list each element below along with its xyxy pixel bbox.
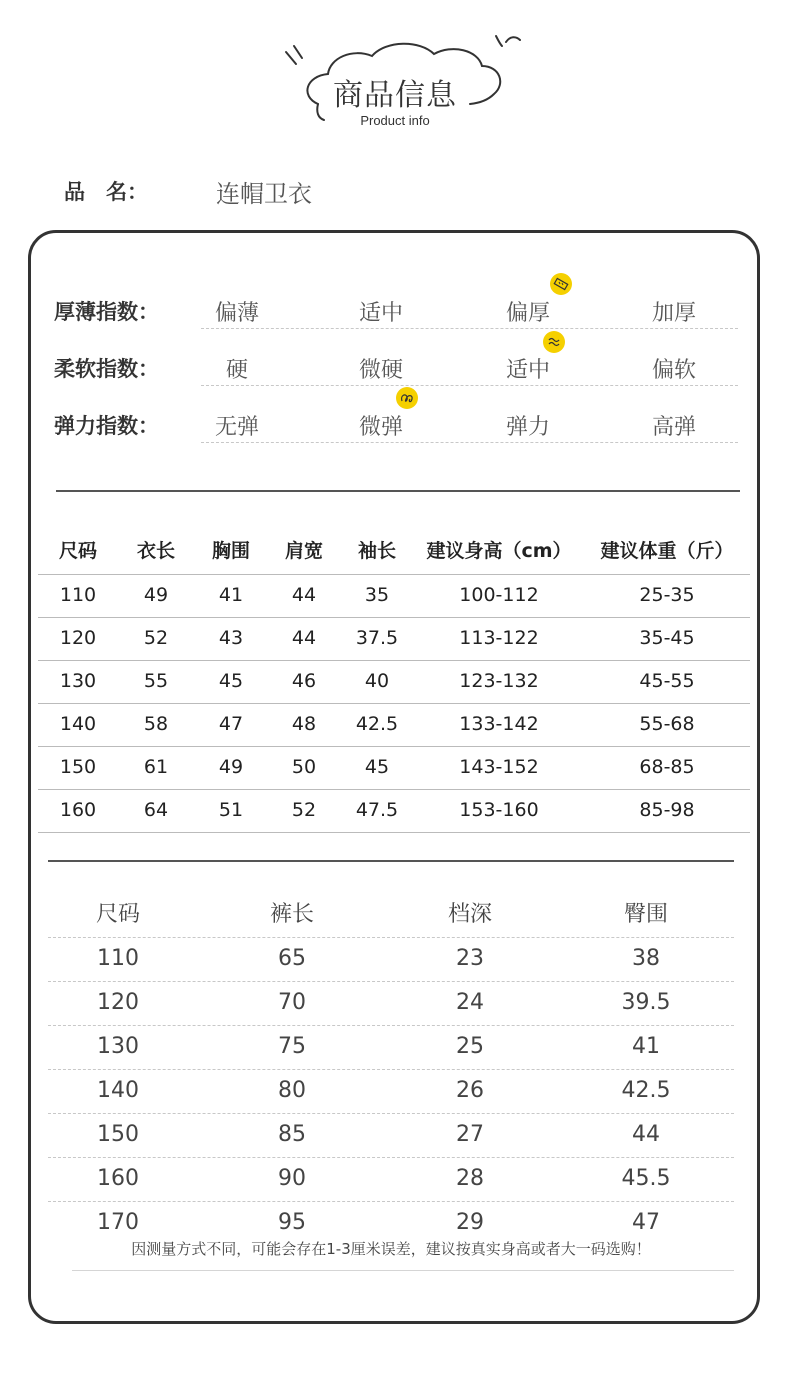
table-row xyxy=(38,660,750,704)
table-cell: 130 xyxy=(59,670,97,692)
table-cell: 120 xyxy=(97,990,139,1015)
table-cell: 42.5 xyxy=(355,713,399,735)
table-cell: 48 xyxy=(291,713,317,735)
table-cell: 80 xyxy=(278,1078,306,1103)
table-cell: 26 xyxy=(456,1078,484,1103)
table-header-cell: 建议身高（cm） xyxy=(426,540,572,562)
table-header-row xyxy=(38,530,750,575)
table-row xyxy=(48,937,734,982)
table-cell: 25-35 xyxy=(639,584,695,606)
table-cell: 38 xyxy=(632,946,660,971)
table-cell: 37.5 xyxy=(355,627,399,649)
table-row xyxy=(38,703,750,747)
table-cell: 55 xyxy=(143,670,169,692)
table-row xyxy=(38,574,750,618)
index-option: 硬 xyxy=(225,358,248,383)
table-cell: 120 xyxy=(59,627,97,649)
table-cell: 160 xyxy=(97,1166,139,1191)
table-cell: 58 xyxy=(143,713,169,735)
index-label: 弹力指数： xyxy=(54,414,159,438)
table-row xyxy=(48,981,734,1026)
index-option: 偏薄 xyxy=(214,301,259,326)
product-name-value: 连帽卫衣 xyxy=(216,180,312,208)
table-cell: 130 xyxy=(97,1034,139,1059)
index-option: 微硬 xyxy=(358,358,403,383)
table-cell: 44 xyxy=(291,627,317,649)
table-cell: 70 xyxy=(278,990,306,1015)
table-cell: 41 xyxy=(218,584,244,606)
table-cell: 90 xyxy=(278,1166,306,1191)
table-cell: 28 xyxy=(456,1166,484,1191)
table-cell: 123-132 xyxy=(459,670,539,692)
index-option: 弹力 xyxy=(505,415,550,440)
note-divider xyxy=(72,1270,734,1271)
spring-marker-icon xyxy=(396,387,418,409)
table-cell: 35 xyxy=(364,584,390,606)
table-row xyxy=(48,1025,734,1070)
table-cell: 42.5 xyxy=(621,1078,671,1103)
table-cell: 64 xyxy=(143,799,169,821)
table-cell: 29 xyxy=(456,1210,484,1235)
table-cell: 65 xyxy=(278,946,306,971)
table-cell: 68-85 xyxy=(639,756,695,778)
table-cell: 160 xyxy=(59,799,97,821)
table-cell: 27 xyxy=(456,1122,484,1147)
table-header-cell: 尺码 xyxy=(58,540,97,562)
dotted-divider xyxy=(201,328,738,329)
table-cell: 110 xyxy=(97,946,139,971)
table-cell: 150 xyxy=(59,756,97,778)
table-row xyxy=(48,1113,734,1158)
ruler-marker-icon xyxy=(550,273,572,295)
table-row xyxy=(48,1069,734,1114)
index-option-selected: 微弹 xyxy=(358,415,403,440)
table-cell: 75 xyxy=(278,1034,306,1059)
table-cell: 43 xyxy=(218,627,244,649)
page-title: 商品信息 xyxy=(333,78,457,113)
table-cell: 23 xyxy=(456,946,484,971)
table-cell: 52 xyxy=(143,627,169,649)
table-cell: 45 xyxy=(364,756,390,778)
table-cell: 45 xyxy=(218,670,244,692)
index-row-elasticity xyxy=(54,404,738,444)
table-cell: 47 xyxy=(218,713,244,735)
table-cell: 45-55 xyxy=(639,670,695,692)
table-cell: 140 xyxy=(97,1078,139,1103)
table-cell: 150 xyxy=(97,1122,139,1147)
table-header-cell: 肩宽 xyxy=(284,540,323,562)
index-option-selected: 适中 xyxy=(505,358,550,383)
table-cell: 24 xyxy=(456,990,484,1015)
table-cell: 39.5 xyxy=(621,990,671,1015)
table-row xyxy=(38,746,750,790)
table-header-cell: 衣长 xyxy=(136,540,175,562)
table-header-row xyxy=(48,893,734,938)
table-cell: 153-160 xyxy=(459,799,539,821)
table-cell: 85-98 xyxy=(639,799,695,821)
table-header-cell: 裤长 xyxy=(269,902,314,927)
table-row xyxy=(38,789,750,833)
table-header-cell: 袖长 xyxy=(357,540,396,562)
section-divider xyxy=(56,490,740,492)
table-cell: 49 xyxy=(218,756,244,778)
table-row xyxy=(48,1157,734,1202)
index-option: 高弹 xyxy=(651,415,696,440)
table-cell: 113-122 xyxy=(459,627,539,649)
index-option: 适中 xyxy=(358,301,403,326)
index-option-selected: 偏厚 xyxy=(505,301,550,326)
measurement-note: 因测量方式不同，可能会存在1-3厘米误差，建议按真实身高或者大一码选购！ xyxy=(131,1240,651,1258)
index-label: 柔软指数： xyxy=(54,357,159,381)
table-cell: 140 xyxy=(59,713,97,735)
table-cell: 143-152 xyxy=(459,756,539,778)
dotted-divider xyxy=(201,385,738,386)
table-cell: 44 xyxy=(632,1122,660,1147)
table-header-cell: 胸围 xyxy=(211,540,250,562)
index-row-softness xyxy=(54,347,738,387)
table-row xyxy=(38,617,750,661)
section-divider xyxy=(48,860,734,862)
index-option: 无弹 xyxy=(214,415,259,440)
table-header-cell: 建议体重（斤） xyxy=(600,540,734,562)
table-cell: 55-68 xyxy=(639,713,695,735)
table-cell: 51 xyxy=(218,799,244,821)
table-cell: 44 xyxy=(291,584,317,606)
table-header-cell: 档深 xyxy=(447,902,492,927)
table-cell: 46 xyxy=(291,670,317,692)
table-cell: 110 xyxy=(59,584,97,606)
wave-marker-icon xyxy=(543,331,565,353)
table-cell: 170 xyxy=(97,1210,139,1235)
table-header-cell: 臀围 xyxy=(623,902,668,927)
table-cell: 40 xyxy=(364,670,390,692)
table-cell: 49 xyxy=(143,584,169,606)
table-cell: 95 xyxy=(278,1210,306,1235)
table-cell: 100-112 xyxy=(459,584,539,606)
dotted-divider xyxy=(201,442,738,443)
table-cell: 133-142 xyxy=(459,713,539,735)
table-cell: 25 xyxy=(456,1034,484,1059)
table-cell: 41 xyxy=(632,1034,660,1059)
index-option: 偏软 xyxy=(651,358,696,383)
table-cell: 85 xyxy=(278,1122,306,1147)
table-header-cell: 尺码 xyxy=(95,902,140,927)
table-cell: 47.5 xyxy=(355,799,399,821)
table-cell: 47 xyxy=(632,1210,660,1235)
index-row-thickness xyxy=(54,290,738,330)
index-label: 厚薄指数： xyxy=(54,300,159,324)
table-cell: 45.5 xyxy=(621,1166,671,1191)
table-cell: 35-45 xyxy=(639,627,695,649)
table-cell: 50 xyxy=(291,756,317,778)
section-header xyxy=(0,0,790,150)
index-option: 加厚 xyxy=(651,301,696,326)
table-cell: 52 xyxy=(291,799,317,821)
page-subtitle: Product info xyxy=(360,113,430,128)
product-name-label: 品 名： xyxy=(64,180,148,204)
table-cell: 61 xyxy=(143,756,169,778)
